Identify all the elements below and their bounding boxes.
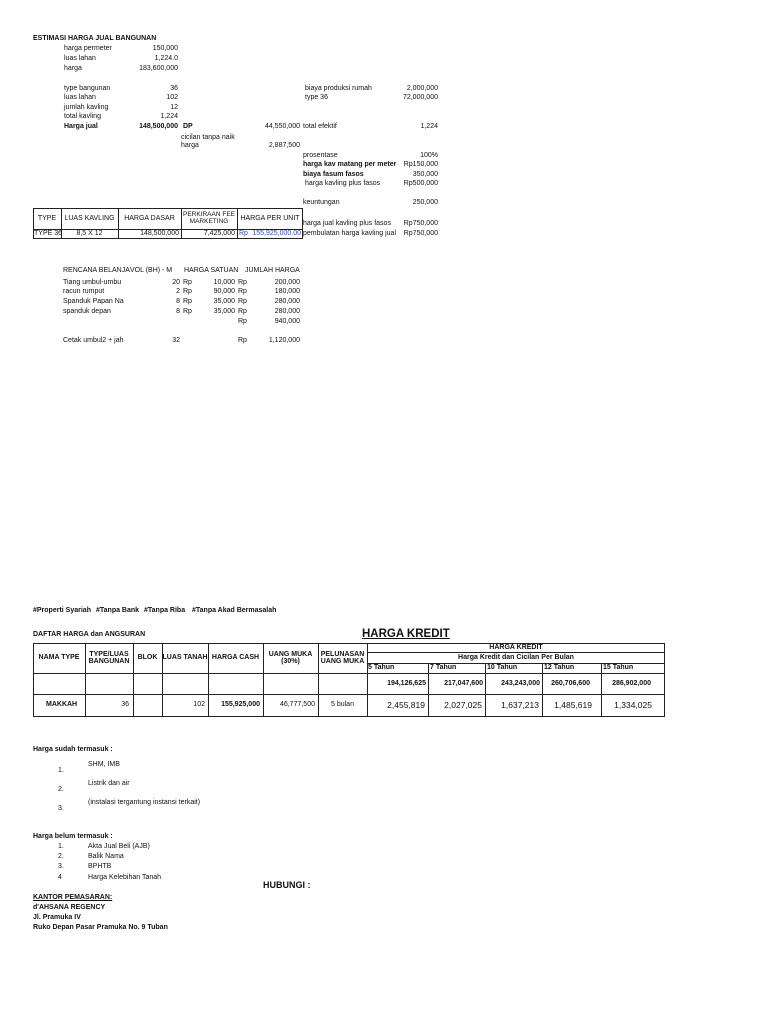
belum-item: BPHTB	[88, 863, 112, 870]
harga-jual-plus-value: Rp750,000	[403, 220, 438, 227]
luas-kavling-cell: 8,5 X 12	[76, 230, 103, 238]
uang-muka-header: UANG MUKA (30%)	[268, 650, 313, 665]
tenor-header: 7 Tahun	[430, 664, 457, 671]
belanja-header: VOL (BH) - M	[130, 267, 173, 274]
luas-tanah-cell: 102	[193, 701, 205, 708]
harga-kredit-title: HARGA KREDIT	[362, 628, 450, 640]
estimasi-label: luas lahan	[64, 55, 96, 62]
nama-type-header: NAMA TYPE	[38, 654, 80, 662]
termasuk-num: 1.	[58, 767, 64, 774]
pelunasan-header: PELUNASAN UANG MUKA	[320, 650, 365, 665]
dp-value: 44,550,000	[264, 123, 300, 130]
tenor-header: 12 Tahun	[544, 664, 575, 671]
belum-num: 4	[58, 874, 62, 881]
keuntungan-value: 250,000	[412, 199, 438, 206]
belanja-satuan: 35,000	[213, 308, 235, 315]
hashtag: #Tanpa Riba	[144, 607, 186, 614]
biaya-value: Rp150,000	[403, 161, 438, 168]
belanja-jumlah: 1,120,000	[268, 337, 300, 344]
belanja-vol: 8	[176, 298, 180, 305]
estimasi-label: total kavling	[64, 113, 101, 120]
belanja-item: racun rumput	[63, 288, 105, 295]
belanja-jumlah: 280,000	[274, 298, 300, 305]
estimasi-title: ESTIMASI HARGA JUAL BANGUNAN	[33, 35, 157, 42]
hubungi-label: HUBUNGI :	[263, 880, 311, 890]
harga-unit-currency: Rp	[239, 230, 248, 237]
belanja-rp: Rp	[183, 308, 192, 315]
type-luas-header: TYPE/LUAS BANGUNAN	[88, 650, 130, 665]
kredit-total: 217,047,600	[444, 680, 483, 687]
cicilan-subheader: Harga Kredit dan Cicilan Per Bulan	[458, 654, 574, 662]
estimasi-label: harga	[64, 65, 82, 72]
dp-label: DP	[183, 123, 193, 130]
harga-jual-plus-label: harga jual kavling plus fasos	[303, 220, 391, 227]
belanja-jumlah: 280,000	[274, 308, 300, 315]
fee-cell: 7,425,000	[203, 230, 235, 237]
kredit-total: 243,243,000	[501, 680, 540, 687]
kantor-title: KANTOR PEMASARAN:	[33, 894, 113, 901]
belanja-vol: 32	[172, 337, 180, 344]
biaya-value: 100%	[420, 152, 438, 159]
cicilan-label: cicilan tanpa naik harga	[181, 134, 235, 150]
fee-marketing-header: PERKIRAAN FEE MARKETING	[182, 211, 235, 225]
estimasi-label: jumlah kavling	[64, 104, 109, 111]
total-efektif-label: total efektif	[303, 123, 337, 130]
belum-item: Harga Kelebihan Tanah	[88, 874, 162, 881]
belanja-jumlah: 200,000	[274, 279, 300, 286]
harga-dasar-header: HARGA DASAR	[124, 215, 175, 223]
belanja-rp: Rp	[238, 279, 247, 286]
estimasi-value: 102	[166, 94, 178, 101]
biaya-value: 2,000,000	[406, 85, 438, 92]
luas-tanah-header: LUAS TANAH	[162, 654, 208, 662]
luas-kavling-header: LUAS KAVLING	[64, 215, 115, 223]
belum-item: Balik Nama	[88, 853, 124, 860]
harga-cash-header: HARGA CASH	[211, 654, 260, 662]
estimasi-label: harga permeter	[64, 45, 112, 52]
belum-num: 3.	[58, 863, 64, 870]
belum-num: 2.	[58, 853, 64, 860]
belanja-vol: 2	[176, 288, 180, 295]
biaya-value: 72,000,000	[402, 94, 438, 101]
belum-title: Harga belum termasuk :	[33, 833, 113, 840]
belanja-rp: Rp	[183, 298, 192, 305]
hashtag: #Properti Syariah	[33, 607, 91, 614]
biaya-value: 350,000	[412, 171, 438, 178]
biaya-label: biaya fasum fasos	[303, 171, 364, 178]
estimasi-label: type bangunan	[64, 85, 111, 92]
kantor-line: Ruko Depan Pasar Pramuka No. 9 Tuban	[33, 924, 168, 931]
belum-item: Akta Jual Beli (AJB)	[88, 843, 150, 850]
estimasi-value: 150,000	[152, 45, 178, 52]
tenor-header: 10 Tahun	[487, 664, 518, 671]
hashtag: #Tanpa Bank	[96, 607, 140, 614]
total-efektif-value: 1,224	[420, 123, 438, 130]
hashtag: #Tanpa Akad Bermasalah	[192, 607, 277, 614]
belanja-rp: Rp	[238, 337, 247, 344]
belanja-vol: 8	[176, 308, 180, 315]
harga-cash-cell: 155,925,000	[221, 701, 260, 708]
daftar-title: DAFTAR HARGA dan ANGSURAN	[33, 631, 146, 638]
belanja-item: Tiang umbul-umbu	[63, 279, 122, 286]
uang-muka-cell: 46,777,500	[279, 701, 315, 708]
biaya-value: Rp500,000	[403, 180, 438, 187]
type-cell: 36	[121, 701, 129, 708]
cicilan-cell: 2,027,025	[444, 700, 482, 710]
belanja-rp: Rp	[238, 288, 247, 295]
estimasi-value: 183,600,000	[139, 65, 178, 72]
termasuk-item: (instalasi tergantung instansi terkait)	[88, 799, 201, 806]
belanja-rp: Rp	[183, 279, 192, 286]
cicilan-cell: 1,485,619	[554, 700, 592, 710]
kredit-total: 260,706,600	[551, 680, 590, 687]
termasuk-num: 3.	[58, 805, 64, 812]
biaya-label: harga kav matang per meter	[303, 161, 397, 168]
pembulatan-value: Rp750,000	[403, 230, 438, 237]
kredit-total: 286,902,000	[612, 680, 651, 687]
kantor-line: d'AHSANA REGENCY	[33, 904, 106, 911]
estimasi-value: 36	[170, 85, 178, 92]
belanja-satuan: 10,000	[213, 279, 235, 286]
belanja-vol: 20	[172, 279, 180, 286]
belanja-header: JUMLAH HARGA	[245, 267, 300, 274]
belum-num: 1.	[58, 843, 64, 850]
belanja-jumlah: 180,000	[274, 288, 300, 295]
belanja-total: 940,000	[274, 318, 300, 325]
belanja-item: Spanduk Papan Na	[63, 298, 124, 305]
keuntungan-label: keuntungan	[303, 199, 340, 206]
cicilan-value: 2,887,500	[268, 142, 300, 149]
termasuk-title: Harga sudah termasuk :	[33, 746, 113, 753]
biaya-label: prosentase	[303, 152, 338, 159]
harga-jual-label: Harga jual	[64, 123, 98, 130]
kantor-line: Jl. Pramuka IV	[33, 914, 81, 921]
biaya-label: biaya produksi rumah	[305, 85, 372, 92]
belanja-header: HARGA SATUAN	[184, 267, 239, 274]
pembulatan-label: pembulatan harga kavling jual	[303, 230, 397, 237]
belanja-header: RENCANA BELANJA	[63, 267, 130, 274]
belanja-total-rp: Rp	[238, 318, 247, 325]
tenor-header: 5 Tahun	[368, 664, 395, 671]
type-cell: TYPE 36	[34, 230, 63, 237]
type-header: TYPE	[37, 215, 57, 223]
belanja-rp: Rp	[238, 298, 247, 305]
harga-kredit-header: HARGA KREDIT	[489, 643, 543, 651]
cicilan-cell: 1,334,025	[614, 700, 652, 710]
termasuk-num: 2.	[58, 786, 64, 793]
tenor-header: 15 Tahun	[603, 664, 634, 671]
harga-dasar-cell: 148,500,000	[140, 230, 179, 237]
biaya-label: type 36	[305, 94, 328, 101]
harga-unit-cell: 155,925,000.00	[252, 230, 301, 237]
belanja-item: Cetak umbul2 + jah	[63, 337, 124, 344]
cicilan-cell: 1,637,213	[501, 700, 539, 710]
belanja-rp: Rp	[238, 308, 247, 315]
kredit-total: 194,126,625	[387, 680, 426, 687]
nama-type-cell: MAKKAH	[46, 701, 78, 708]
belanja-satuan: 35,000	[213, 298, 235, 305]
biaya-label: harga kavling plus fasos	[305, 180, 381, 187]
estimasi-value: 1,224.0	[154, 55, 178, 62]
pelunasan-cell: 5 bulan	[331, 701, 354, 708]
estimasi-label: luas lahan	[64, 94, 96, 101]
belanja-item: spanduk depan	[63, 308, 111, 315]
cicilan-cell: 2,455,819	[387, 700, 425, 710]
termasuk-item: Listrik dan air	[88, 780, 130, 787]
estimasi-value: 1,224	[160, 113, 178, 120]
harga-jual-value: 148,500,000	[139, 123, 178, 130]
belanja-rp: Rp	[183, 288, 192, 295]
estimasi-value: 12	[170, 104, 178, 111]
termasuk-item: SHM, IMB	[88, 761, 120, 768]
harga-per-unit-header: HARGA PER UNIT	[240, 215, 300, 223]
belanja-satuan: 90,000	[213, 288, 235, 295]
blok-header: BLOK	[137, 654, 158, 662]
